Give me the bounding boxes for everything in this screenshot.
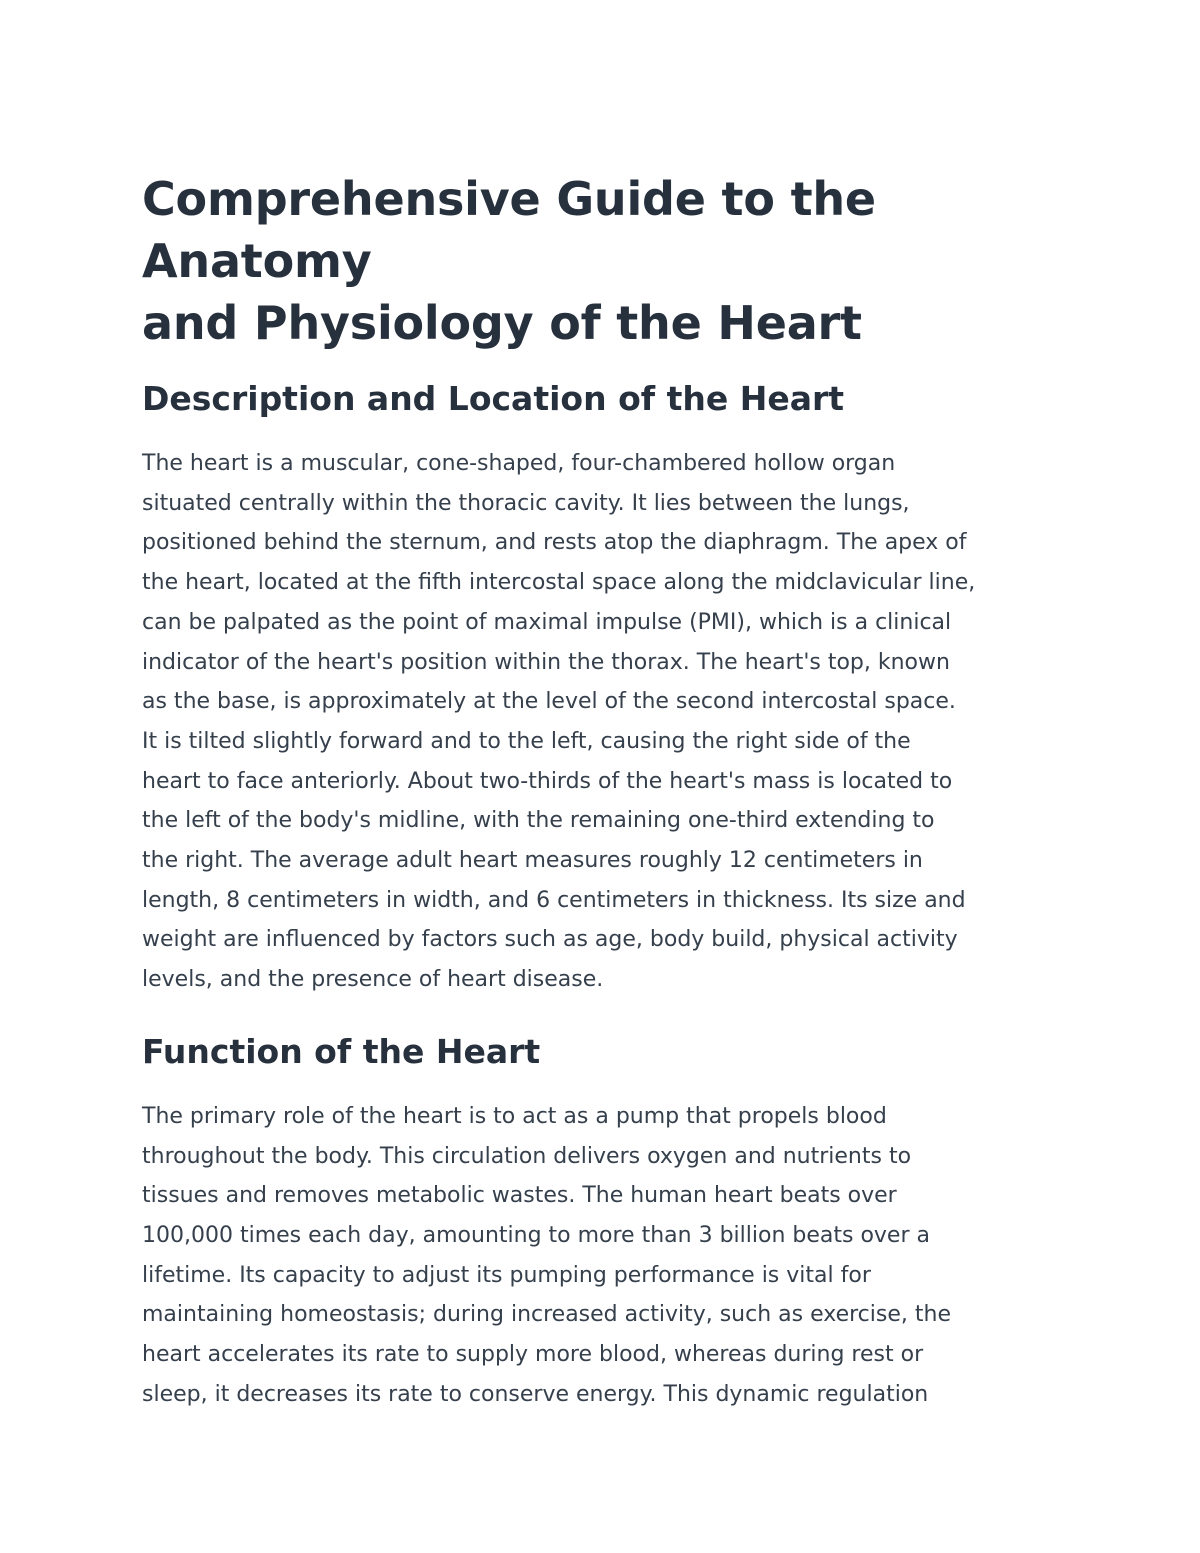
section-heading-description-location: Description and Location of the Heart — [142, 379, 845, 418]
paragraph-description-location: The heart is a muscular, cone-shaped, four-chambered hollow organ situated centrally within the thoracic cavity. It lies between the lungs, positioned behind the sternum, and rests atop the diaphragm. The apex of the heart, located at the fifth intercostal space along the midclavicular line, can be palpated as the point of maximal impulse (PMI), which is a clinical indicator of the heart's position within the thorax. The heart's top, known as the base, is approximately at the level of the second intercostal space. It is tilted slightly forward and to the left, causing the right side of the heart to face anteriorly. About two-thirds of the heart's mass is located to the left of the body's midline, with the remaining one-third extending to the right. The average adult heart measures roughly 12 centimeters in length, 8 centimeters in width, and 6 centimeters in thickness. Its size and weight are influenced by factors such as age, body build, physical activity levels, and the presence of heart disease. — [142, 451, 976, 993]
section-heading-function: Function of the Heart — [142, 1031, 541, 1071]
document-title: Comprehensive Guide to the Anatomy and Physiology of the Heart — [142, 172, 876, 350]
document-page — [142, 168, 1062, 1414]
paragraph-function: The primary role of the heart is to act as a pump that propels blood throughout the body. This circulation delivers oxygen and nutrients to tissues and removes metabolic wastes. The human heart beats over 100,000 times each day, amounting to more than 3 billion beats over a lifetime. Its capacity to adjust its pumping performance is vital for maintaining homeostasis; during increased activity, such as exercise, the heart accelerates its rate to supply more blood, whereas during rest or sleep, it decreases its rate to conserve energy. This dynamic regulation — [142, 1103, 951, 1407]
